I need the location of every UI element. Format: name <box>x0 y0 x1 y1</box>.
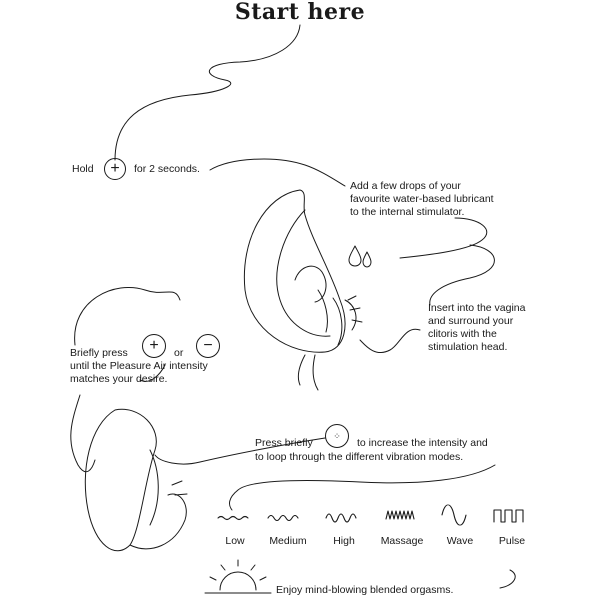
connector-air-device <box>71 395 95 472</box>
mode-label-medium: Medium <box>269 535 307 547</box>
mode-label-high: High <box>333 535 355 547</box>
air-press-label: Briefly press <box>70 347 128 359</box>
minus-icon: − <box>196 334 220 358</box>
insert-step: Insert into the vagina and surround your clitoris with the stimulation head. <box>428 302 526 353</box>
page-title: Start here <box>234 0 366 25</box>
plus-icon: + <box>104 158 126 180</box>
air-or-label: or <box>174 347 184 359</box>
vibration-press-label: Press briefly <box>255 437 313 449</box>
blended-text: Enjoy mind-blowing blended orgasms. <box>276 584 454 596</box>
droplet-icon <box>349 246 361 266</box>
connector-air <box>75 287 180 345</box>
device-body <box>244 190 345 352</box>
connector-insert <box>430 245 495 305</box>
hold-duration: for 2 seconds. <box>134 163 200 175</box>
mode-label-wave: Wave <box>446 535 474 547</box>
massage-wave-icon <box>386 511 414 519</box>
mode-label-massage: Massage <box>380 535 424 547</box>
sunrise-icon <box>205 560 271 593</box>
lubricant-step: Add a few drops of your favourite water-based lubricant to the internal stimulator. <box>350 180 494 218</box>
connector-start <box>115 25 300 160</box>
air-line2: until the Pleasure Air intensity <box>70 360 208 372</box>
medium-wave-icon <box>268 516 298 521</box>
high-wave-icon <box>326 514 356 522</box>
connector-lubricant <box>210 159 345 186</box>
connector-blended <box>500 570 515 588</box>
connector-drop <box>400 218 487 258</box>
vibration-button-icon: ⁘ <box>325 424 349 448</box>
mode-icons <box>0 500 600 530</box>
mode-label-pulse: Pulse <box>498 535 526 547</box>
mode-label-low: Low <box>225 535 245 547</box>
plus-icon: + <box>142 334 166 358</box>
air-line3: matches your desire. <box>70 373 168 385</box>
wave-icon <box>442 505 466 525</box>
hold-label: Hold <box>72 163 94 175</box>
vibration-line2: to loop through the different vibration modes. <box>255 451 464 463</box>
pulse-icon <box>494 510 523 522</box>
vibration-line1: to increase the intensity and <box>357 437 488 449</box>
connector-insert-device <box>360 329 420 352</box>
low-wave-icon <box>218 517 248 520</box>
